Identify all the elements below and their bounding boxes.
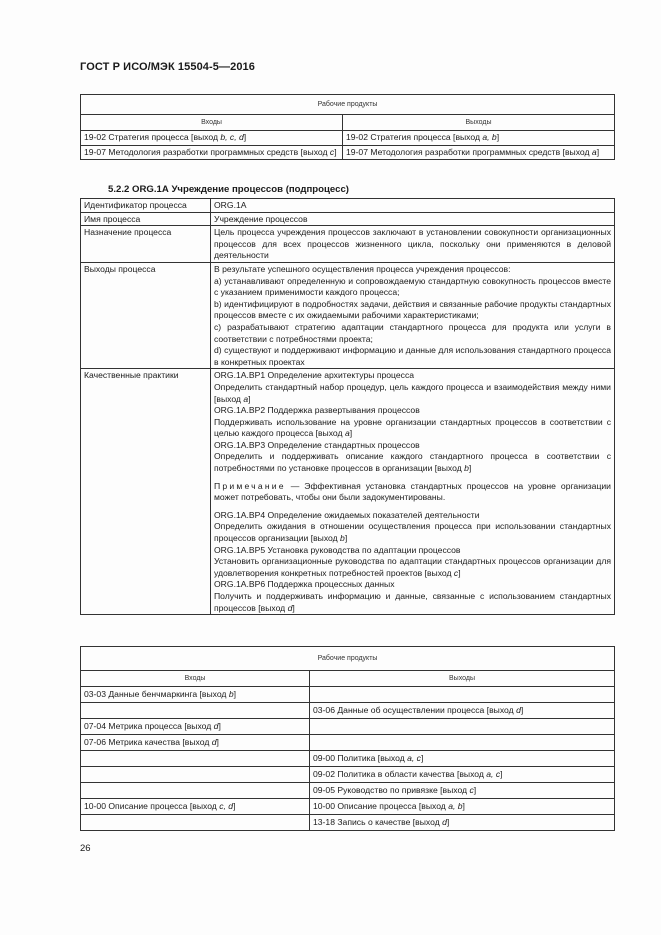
output-cell: 13-18 Запись о качестве [выход d] (310, 815, 615, 831)
input-cell (81, 783, 310, 799)
bp5-text: Установить организационные руководства по адаптации стандартных процессов организации для удовлетворения конкретных потребностей проектов [выход c] (214, 556, 611, 578)
bp4-text: Определить ожидания в отношении осуществления процесса при использовании стандартных процессов организации [выход b] (214, 521, 611, 544)
table-row (81, 703, 615, 719)
outcome-item: В результате успешного осуществления процесса учреждения процессов: (214, 263, 511, 274)
process-name-label: Имя процесса (81, 212, 211, 226)
bp5-title: ORG.1A.BP5 Установка руководства по адаптации процессов (214, 544, 461, 555)
table-row (81, 751, 615, 767)
output-cell (310, 719, 615, 735)
bp2-text: Поддерживать использование на уровне организации стандартных процессов в соответствии с целью каждого процесса [выход a] (214, 416, 611, 439)
table-row (81, 687, 615, 703)
work-products-table-top (80, 94, 615, 160)
document-header: ГОСТ Р ИСО/МЭК 15504-5—2016 (80, 61, 255, 73)
note: Примечание — Эффективная установка стандартных процессов на уровне организации может потребовать, чтобы они были задокументированы. (214, 480, 611, 503)
outcome-item: b) идентифицируют в подробностях задачи, действия и связанные рабочие продукты стандартных процессов вместе с их ожидаемыми рабочими характеристиками; (214, 298, 611, 321)
output-cell: 19-07 Методология разработки программных средств [выход a] (343, 145, 615, 160)
outcome-item: а) устанавливают определенную и сопровождаемую стандартную совокупность процессов вместе с указанием применимости каждого процесса; (214, 275, 611, 298)
output-cell: 09-00 Политика [выход a, c] (310, 751, 615, 767)
bp3-text: Определить и поддерживать описание каждого стандартного процесса в соответствии с потребностями по установке процессов в организации [выход b] (214, 451, 611, 474)
output-cell: 09-05 Руководство по привязке [выход c] (310, 783, 615, 799)
input-cell: 07-04 Метрика процесса [выход d] (81, 719, 310, 735)
input-cell: 10-00 Описание процесса [выход c, d] (81, 799, 310, 815)
table-row (81, 145, 615, 160)
process-outcomes-value (211, 262, 615, 368)
table-caption: Рабочие продукты (81, 95, 615, 115)
base-practices-label: Качественные практики (81, 369, 211, 615)
process-outcomes-label: Выходы процесса (81, 262, 211, 368)
column-header-inputs: Входы (81, 115, 343, 131)
section-title: 5.2.2 ORG.1А Учреждение процессов (подпроцесс) (108, 184, 349, 195)
column-header-outputs: Выходы (343, 115, 615, 131)
table-row (81, 767, 615, 783)
bp6-title: ORG.1A.BP6 Поддержка процессных данных (214, 579, 395, 590)
process-name-value: Учреждение процессов (211, 212, 615, 226)
table-row (81, 815, 615, 831)
input-cell: 19-07 Методология разработки программных средств [выход c] (81, 145, 343, 160)
output-cell: 10-00 Описание процесса [выход a, b] (310, 799, 615, 815)
input-cell: 19-02 Стратегия процесса [выход b, c, d] (81, 131, 343, 146)
bp1-text: Определить стандартный набор процедур, цель каждого процесса и взаимодействия между ними [выход a] (214, 381, 611, 404)
table-caption: Рабочие продукты (81, 647, 615, 671)
column-header-inputs: Входы (81, 671, 310, 687)
outcome-item: c) разрабатывают стратегию адаптации стандартного процесса для продукта или услуги в соответствии с потребностями проекта; (214, 321, 611, 344)
process-id-label: Идентификатор процесса (81, 199, 211, 213)
process-purpose-label: Назначение процесса (81, 226, 211, 263)
bp3-title: ORG.1A.BP3 Определение стандартных процессов (214, 439, 420, 450)
table-row (81, 783, 615, 799)
process-table (80, 198, 615, 615)
output-cell: 19-02 Стратегия процесса [выход a, b] (343, 131, 615, 146)
note-label: Примечание (214, 480, 286, 491)
base-practices-value (211, 369, 615, 615)
process-id-value: ORG.1A (211, 199, 615, 213)
column-header-outputs: Выходы (310, 671, 615, 687)
output-cell (310, 735, 615, 751)
bp4-title: ORG.1A.BP4 Определение ожидаемых показателей деятельности (214, 509, 480, 520)
input-cell (81, 767, 310, 783)
input-cell: 07-06 Метрика качества [выход d] (81, 735, 310, 751)
process-purpose-value: Цель процесса учреждения процессов заключают в установлении совокупности организационных процессов для всех процессов жизненного цикла, поскольку они применяются в деловой деятельности (211, 226, 615, 263)
table-row (81, 131, 615, 146)
table-row (81, 799, 615, 815)
input-cell (81, 815, 310, 831)
table-row (81, 719, 615, 735)
bp2-title: ORG.1A.BP2 Поддержка развертывания процессов (214, 405, 420, 416)
page-number: 26 (80, 843, 91, 854)
bp6-text: Получить и поддерживать информацию и данные, связанные с использованием стандартных процессов [выход d] (214, 591, 611, 613)
output-cell (310, 687, 615, 703)
output-cell: 03-06 Данные об осуществлении процесса [выход d] (310, 703, 615, 719)
input-cell (81, 751, 310, 767)
input-cell: 03-03 Данные бенчмаркинга [выход b] (81, 687, 310, 703)
bp1-title: ORG.1A.BP1 Определение архитектуры процесса (214, 370, 415, 381)
table-row (81, 735, 615, 751)
input-cell (81, 703, 310, 719)
outcome-item: d) существуют и поддерживают информацию и данные для использования стандартного процесса в конкретных проектах (214, 345, 611, 367)
output-cell: 09-02 Политика в области качества [выход a, c] (310, 767, 615, 783)
work-products-table-bottom (80, 646, 615, 831)
